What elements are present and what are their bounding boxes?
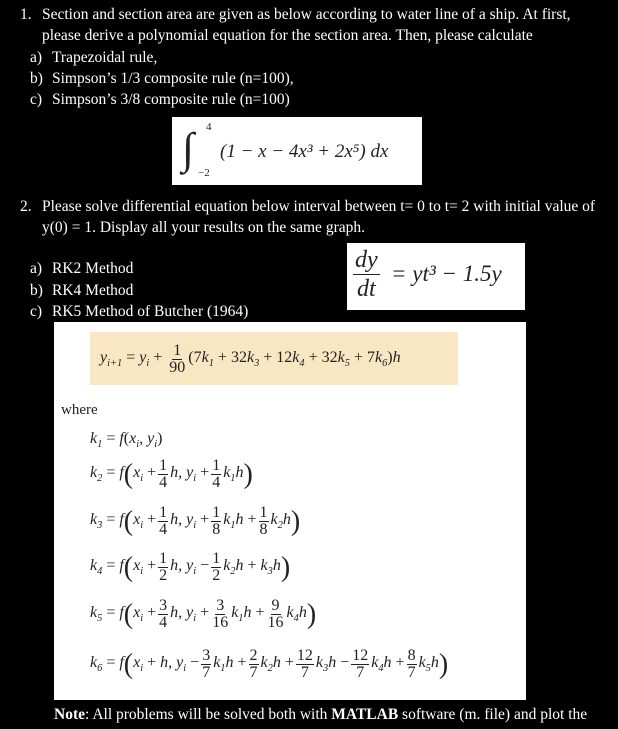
note-label: Note <box>54 706 85 723</box>
problem-1-item-c: c) Simpson’s 3/8 composite rule (n=100) <box>30 91 290 108</box>
problem-2-item-c: c) RK5 Method of Butcher (1964) <box>30 303 249 320</box>
k5-formula: $k_5 = f$ ( $x_i$ + $\frac{3}{4}$ h, $y_i$ + $\frac{3}{16}$ $k_1h$ + $\frac{9}{16}$ $k_4h$ ) <box>90 597 317 631</box>
problem-2-line-1: 2. Please solve differential equation below interval between t= 0 to t= 2 with initial value of <box>20 198 596 215</box>
ode-equation-box <box>347 243 525 310</box>
integral-lower-limit: −2 <box>198 167 210 179</box>
where-label: where <box>61 402 98 418</box>
problem-1-line-2: please derive a polynomial equation for the section area. Then, please calculate <box>42 27 533 44</box>
k4-formula: $k_4 = f$ ( $x_i$ + $\frac{1}{2}$ h, $y_i$ − $\frac{1}{2}$ $k_2h + k_3h$ ) <box>90 550 291 584</box>
problem-1-line-1: 1. Section and section area are given as below according to water line of a ship. At first, <box>20 6 571 23</box>
integral-equation-box <box>172 117 422 185</box>
ode-rhs: = yt³ − 1.5y <box>391 261 502 286</box>
main-formula: $y_{i+1} = y_i$ + $\frac{1}{90}$ $(7k_1 + 32k_3 + 12k_4 + 32k_5 + 7k_6)h$ <box>100 341 401 376</box>
integral-upper-limit: 4 <box>206 121 212 133</box>
problem-1-item-a: a) Trapezoidal rule, <box>30 49 158 66</box>
problem-1-item-b: b) Simpson’s 1/3 composite rule (n=100), <box>30 70 294 87</box>
matlab-label: MATLAB <box>331 706 399 723</box>
problem-2-item-a: a) RK2 Method <box>30 260 134 277</box>
problem-2-number: 2. <box>20 198 32 215</box>
problem-2-line-2: y(0) = 1. Display all your results on the same graph. <box>42 219 365 236</box>
main-formula-highlight <box>90 332 458 385</box>
k2-formula: $k_2 = f$ ( $x_i$ + $\frac{1}{4}$ h, $y_i$ + $\frac{1}{4}$ $k_1h$ ) <box>90 457 253 491</box>
butcher-rk5-box <box>54 322 526 700</box>
integrand: (1 − x − 4x³ + 2x⁵) dx <box>220 141 389 162</box>
integral-sign: ∫ <box>182 124 195 173</box>
note-line: Note: All problems will be solved both with MATLAB software (m. file) and plot the <box>54 706 588 723</box>
problem-1-number: 1. <box>20 6 32 23</box>
k1-formula: $k_1 = f(x_i$, $y_i$) <box>90 430 163 451</box>
k3-formula: $k_3 = f$ ( $x_i$ + $\frac{1}{4}$ h, $y_i$ + $\frac{1}{8}$ $k_1h$ + $\frac{1}{8}$ $k_2h$ ) <box>90 504 301 538</box>
problem-2-item-b: b) RK4 Method <box>30 282 134 299</box>
ode-derivative-fraction: dy dt <box>355 247 378 302</box>
k6-formula: $k_6 = f$ ( $x_i + h$, $y_i$ − $\frac{3}{7}$ $k_1h$ + $\frac{2}{7}$ $k_2h$ + $\frac{12}{7}$ $k_3h$ − $\frac{12}{7}$ $k_4h$ + $\frac{8}{7}$ $k_5h$ ) <box>90 647 449 681</box>
